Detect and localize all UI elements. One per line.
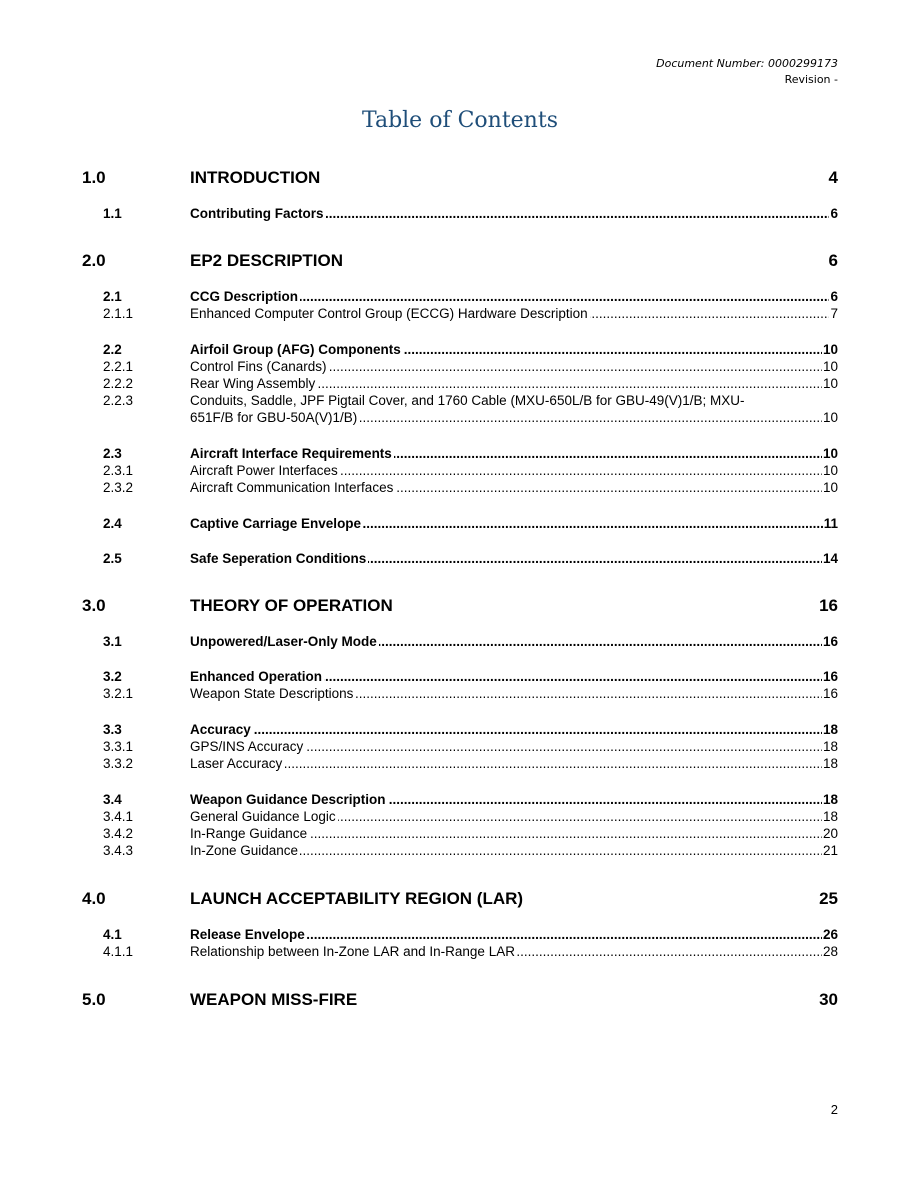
entry-number: 2.1: [103, 289, 122, 304]
chapter-title: WEAPON MISS-FIRE: [190, 990, 358, 1009]
chapter-number: 2.0: [82, 251, 106, 270]
toc-entry-2-3[interactable]: [82, 446, 838, 463]
chapter-number: 1.0: [82, 168, 106, 187]
toc-entry-2-2-3-cont[interactable]: [82, 410, 838, 427]
chapter-page: 16: [819, 596, 838, 615]
entry-title: Weapon Guidance Description: [190, 792, 386, 807]
entry-number: 3.4.1: [103, 809, 134, 824]
entry-number: 2.1.1: [103, 306, 134, 321]
chapter-number: 3.0: [82, 596, 106, 615]
entry-title: Safe Seperation Conditions: [190, 551, 367, 566]
entry-number: 2.2.2: [103, 376, 134, 391]
toc-entry-2-2[interactable]: [82, 342, 838, 359]
chapter-title: LAUNCH ACCEPTABILITY REGION (LAR): [190, 889, 524, 908]
entry-number: 4.1.1: [103, 944, 134, 959]
entry-number: 3.3: [103, 722, 122, 737]
entry-page: 14: [822, 551, 838, 566]
entry-title-line2: 651F/B for GBU-50A(V)1/B): [190, 410, 358, 425]
toc-entry-2-1-1[interactable]: [82, 306, 838, 323]
chapter-number: 4.0: [82, 889, 106, 908]
entry-page: 10: [822, 446, 838, 461]
entry-page: 10: [822, 342, 838, 357]
entry-page: 18: [822, 739, 838, 754]
chapter-title: EP2 DESCRIPTION: [190, 251, 344, 270]
entry-number: 2.3.1: [103, 463, 134, 478]
entry-page: 10: [822, 376, 838, 391]
entry-page: 7: [830, 306, 838, 321]
chapter-title: INTRODUCTION: [190, 168, 321, 187]
toc-entry-2-2-1[interactable]: [82, 359, 838, 376]
entry-page: 18: [822, 809, 838, 824]
entry-title: Unpowered/Laser-Only Mode: [190, 634, 377, 649]
entry-title: Weapon State Descriptions: [190, 686, 354, 701]
toc-entry-3-3-1[interactable]: [82, 739, 838, 756]
entry-number: 2.3: [103, 446, 122, 461]
entry-page: 10: [822, 359, 838, 374]
entry-title-line1: Conduits, Saddle, JPF Pigtail Cover, and 1760 Cable (MXU-650L/B for GBU-49(V)1/B; MXU-: [190, 393, 745, 408]
entry-page: 28: [822, 944, 838, 959]
entry-title: Accuracy: [190, 722, 251, 737]
page-number: 2: [830, 1102, 838, 1117]
toc-entry-2-2-3[interactable]: [82, 393, 838, 410]
entry-title: CCG Description: [190, 289, 299, 304]
entry-page: 18: [822, 722, 838, 737]
entry-page: 6: [830, 206, 838, 221]
toc-entry-2-5[interactable]: [82, 551, 838, 568]
entry-number: 3.4.3: [103, 843, 134, 858]
entry-title: Control Fins (Canards): [190, 359, 327, 374]
toc-chapter-4[interactable]: [82, 889, 838, 911]
chapter-page: 4: [828, 168, 838, 187]
entry-title: Aircraft Interface Requirements: [190, 446, 392, 461]
entry-title: Laser Accuracy: [190, 756, 283, 771]
toc-entry-4-1[interactable]: [82, 927, 838, 944]
toc-entry-2-3-2[interactable]: [82, 480, 838, 497]
toc-entry-3-4-1[interactable]: [82, 809, 838, 826]
document-number: Document Number: 0000299173: [656, 57, 838, 70]
entry-page: 16: [822, 686, 838, 701]
entry-number: 2.4: [103, 516, 122, 531]
entry-number: 3.2: [103, 669, 122, 684]
chapter-page: 6: [828, 251, 838, 270]
entry-page: 26: [822, 927, 838, 942]
entry-title: General Guidance Logic: [190, 809, 336, 824]
entry-page: 10: [822, 480, 838, 495]
entry-number: 2.3.2: [103, 480, 134, 495]
entry-number: 2.5: [103, 551, 122, 566]
toc-entry-1-1[interactable]: [82, 206, 838, 223]
entry-number: 3.2.1: [103, 686, 134, 701]
toc-entry-2-3-1[interactable]: [82, 463, 838, 480]
toc-chapter-5[interactable]: [82, 990, 838, 1012]
document-header: [656, 56, 838, 88]
entry-title: Release Envelope: [190, 927, 305, 942]
chapter-page: 30: [819, 990, 838, 1009]
entry-number: 3.4: [103, 792, 122, 807]
entry-title: In-Zone Guidance: [190, 843, 299, 858]
entry-page: 18: [822, 756, 838, 771]
chapter-number: 5.0: [82, 990, 106, 1009]
entry-number: 2.2.1: [103, 359, 134, 374]
toc-entry-3-3-2[interactable]: [82, 756, 838, 773]
entry-page: 10: [822, 410, 838, 425]
entry-page: 10: [822, 463, 838, 478]
toc-entry-3-4-2[interactable]: [82, 826, 838, 843]
chapter-page: 25: [819, 889, 838, 908]
revision-label: Revision -: [784, 73, 838, 86]
entry-title: Enhanced Computer Control Group (ECCG) Hardware Description: [190, 306, 588, 321]
entry-page: 21: [822, 843, 838, 858]
toc-entry-3-3[interactable]: [82, 722, 838, 739]
entry-title: In-Range Guidance: [190, 826, 308, 841]
chapter-title: THEORY OF OPERATION: [190, 596, 393, 615]
entry-title: Enhanced Operation: [190, 669, 323, 684]
toc-entry-3-1[interactable]: [82, 634, 838, 651]
toc-chapter-2[interactable]: [82, 251, 838, 273]
toc-entry-2-4[interactable]: [82, 516, 838, 533]
entry-page: 6: [830, 289, 838, 304]
toc-entry-3-4[interactable]: [82, 792, 838, 809]
entry-number: 3.1: [103, 634, 122, 649]
entry-number: 2.2: [103, 342, 122, 357]
entry-page: 16: [822, 634, 838, 649]
entry-title: GPS/INS Accuracy: [190, 739, 304, 754]
entry-page: 11: [823, 516, 838, 531]
toc-chapter-1[interactable]: [82, 168, 838, 190]
entry-page: 18: [822, 792, 838, 807]
entry-number: 3.3.1: [103, 739, 134, 754]
entry-number: 3.3.2: [103, 756, 134, 771]
page-title: Table of Contents: [361, 108, 558, 133]
entry-title: Airfoil Group (AFG) Components: [190, 342, 401, 357]
entry-title: Relationship between In-Zone LAR and In-Range LAR: [190, 944, 515, 959]
entry-title: Contributing Factors: [190, 206, 324, 221]
toc-entry-3-2[interactable]: [82, 669, 838, 686]
entry-title: Aircraft Communication Interfaces: [190, 480, 394, 495]
toc-entry-2-1[interactable]: [82, 289, 838, 306]
toc-chapter-3[interactable]: [82, 596, 838, 618]
entry-number: 1.1: [103, 206, 122, 221]
entry-title: Aircraft Power Interfaces: [190, 463, 338, 478]
toc-entry-3-2-1[interactable]: [82, 686, 838, 703]
toc-entry-2-2-2[interactable]: [82, 376, 838, 393]
entry-number: 3.4.2: [103, 826, 134, 841]
toc-entry-3-4-3[interactable]: [82, 843, 838, 860]
entry-page: 16: [822, 669, 838, 684]
entry-title: Rear Wing Assembly: [190, 376, 316, 391]
entry-page: 20: [822, 826, 838, 841]
entry-number: 2.2.3: [103, 393, 134, 408]
entry-number: 4.1: [103, 927, 122, 942]
entry-title: Captive Carriage Envelope: [190, 516, 362, 531]
toc-entry-4-1-1[interactable]: [82, 944, 838, 961]
